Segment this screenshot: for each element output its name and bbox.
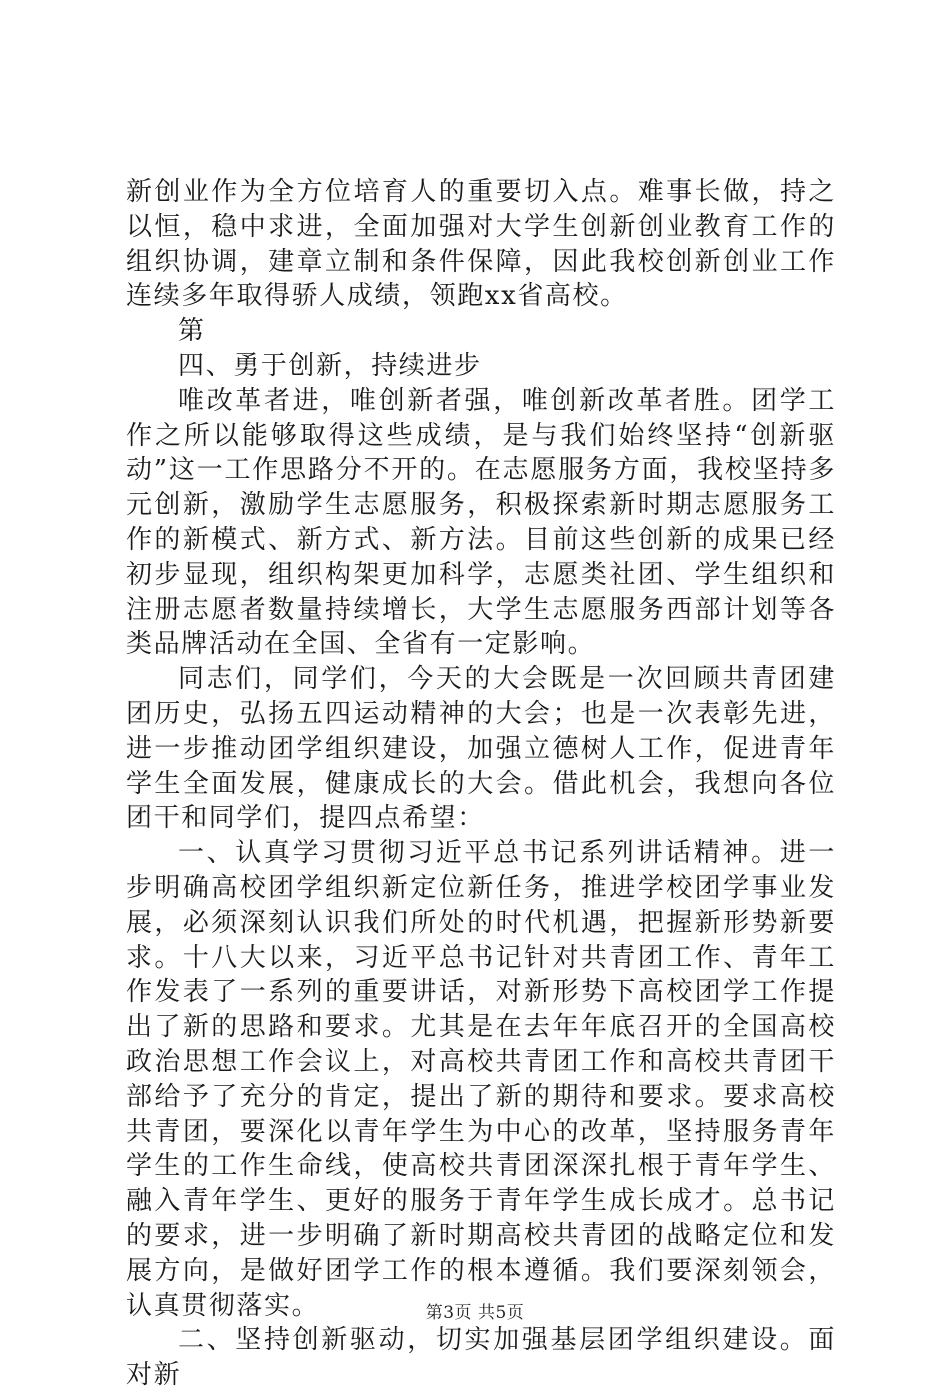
paragraph-innovation: 唯改革者进，唯创新者强，唯创新改革者胜。团学工作之所以能够取得这些成绩，是与我们始终坚持“创新驱动”这一工作思路分不开的。在志愿服务方面，我校坚持多元创新，激励学生志愿服务，积极探索新时期志愿服务工作的新模式、新方式、新方法。目前这些创新的成果已经初步显现，组织构架更加科学，志愿类社团、学生组织和注册志愿者数量持续增长，大学生志愿服务西部计划等各类品牌活动在全国、全省有一定影响。 — [126, 385, 836, 660]
paragraph-address: 同志们，同学们，今天的大会既是一次回顾共青团建团历史，弘扬五四运动精神的大会；也是一次表彰先进，进一步推动团学组织建设，加强立德树人工作，促进青年学生全面发展，健康成长的大会。借此机会，我想向各位团干和同学们，提四点希望： — [126, 664, 836, 834]
document-body — [126, 175, 836, 1393]
page-footer: 第3页 共5页 — [425, 1303, 525, 1323]
paragraph-2: 第 — [178, 316, 206, 347]
section-heading-4: 四、勇于创新，持续进步 — [178, 350, 482, 381]
paragraph-1: 新创业作为全方位培育人的重要切入点。难事长做，持之以恒，稳中求进，全面加强对大学生创新创业教育工作的组织协调，建章立制和条件保障，因此我校创新创业工作连续多年取得骄人成绩，领跑xx省高校。 — [126, 177, 836, 312]
paragraph-hope-2: 二、坚持创新驱动，切实加强基层团学组织建设。面对新 — [126, 1325, 836, 1391]
paragraph-hope-1: 一、认真学习贯彻习近平总书记系列讲话精神。进一步明确高校团学组织新定位新任务，推进学校团学事业发展，必须深刻认识我们所处的时代机遇，把握新形势新要求。十八大以来，习近平总书记针对共青团工作、青年工作发表了一系列的重要讲话，对新形势下高校团学工作提出了新的思路和要求。尤其是在去年年底召开的全国高校政治思想工作会议上，对高校共青团工作和高校共青团干部给予了充分的肯定，提出了新的期待和要求。要求高校共青团，要深化以青年学生为中心的改革，坚持服务青年学生的工作生命线，使高校共青团深深扎根于青年学生、融入青年学生、更好的服务于青年学生成长成才。总书记的要求，进一步明确了新时期高校共青团的战略定位和发展方向，是做好团学工作的根本遵循。我们要深刻领会，认真贯彻落实。 — [126, 838, 836, 1321]
